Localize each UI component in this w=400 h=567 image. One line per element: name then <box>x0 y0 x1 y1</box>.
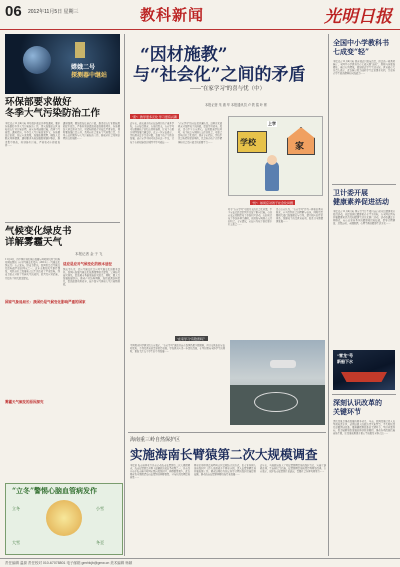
right-headline-2-line1: 卫计委开展 <box>333 188 368 197</box>
helicopter-graphic <box>270 360 296 368</box>
divider-4 <box>332 394 396 395</box>
main-headline-line1: “因材施教” <box>140 45 228 65</box>
bottom-col-2: 调查采用样线法和鸣叫定位法相结合的方式，由专业科研人员和保护区工作人员组成多个调查小组，深入长臂猿栖息地开展监测工作。调查结果将为制定科学合理的保护措施提供依据，推动海南长臂猿种群的恢复和发展…… <box>194 464 256 477</box>
page-number: 06 <box>5 3 22 20</box>
left-headline-2-line1: 气候变化绿皮书 <box>5 226 72 237</box>
column-divider <box>124 34 125 556</box>
right-headline-2-line2: 健康素养促进活动 <box>333 197 389 206</box>
bottom-col-3: 近年来，当地政府加大了对长臂猿栖息地的保护力度，实施了退耕还林、生态移民等措施，长臂猿栖息地质量得到明显改善。专家表示，保护海南长臂猿任重道远，需要社会各界共同努力…… <box>260 464 326 474</box>
left-article-1-col2: 通知强调，要加快淘汰落后产能，推进重点行业脱硫脱硝除尘改造，严格控制新建高耗能高排放项目。各地要加大执法检查力度，对超标排放企业依法严肃查处。同时要加强信息公开，及时向社会发布空气质量信息，引导公众积极参与大气污染防治工作，形成全社会共同治理的良好局面…… <box>63 122 120 141</box>
main-col-4: 也有专家认为，“在家学习”作为一种新的教育形式，应当得到社会的理解与包容，同时也需要相关部门加强规范与引导，建立相应的评价体系，保障孩子的受教育权利，促进其全面健康发展…… <box>276 208 323 224</box>
divider <box>5 222 120 223</box>
left-headline-1-line1: 环保部要求做好 <box>5 97 72 108</box>
column-divider-2 <box>328 34 329 556</box>
left-headline-2 <box>5 226 72 248</box>
newspaper-masthead: 光明日报 <box>324 7 392 27</box>
left-headline-2-byline: 本报记者 金 于 飞 <box>75 252 103 256</box>
infographic-label-4: 冬至 <box>96 540 104 545</box>
right-article-3: 深化改革是推动发展的根本动力。当前，我国改革已进入攻坚期和深水区，必须以更大的政治勇气和智慧，不失时机深化重要领域改革。要准确把握改革的关键环节，坚持问题导向，着力破解制约发展的体制机制障碍，推动各项改革措施落地生根，让改革成果更多更公平地惠及全体人民…… <box>333 420 395 436</box>
left-article-2-col2: 绿皮书认为，适应气候变化是应对气候变化的根本途径。我国应加强气候变化监测预警能力建设，完善防灾减灾体系，提高城市基础设施抗灾能力。同时，要大力发展低碳经济，推动产业结构调整，加快能源结构优化，提高能源利用效率，减少温室气体和大气污染物排放。 <box>63 268 120 287</box>
main-col-3: 对于“在家学习”可能带来的社会化问题，不少家长已经意识到并采取了相应措施。有的家长定期组织孩子参加社区活动，有的则让孩子参加各种兴趣班，以增加与同龄人交往的机会。专家建议，家长应为孩子创造更多社交机会…… <box>228 208 272 227</box>
infographic-label-1: 立冬 <box>12 506 20 511</box>
right-headline-1 <box>333 38 389 56</box>
main-col-2: “在家学习”的家长们普遍认为，这种方式能够充分发挥孩子的潜能，提高学习效率。然而，也有不少专家担心，长期脱离学校环境，孩子缺乏与同龄人交往的机会，可能会影响其社会化进程。教育专家指出，学校不仅是传授知识的场所，也是培养孩子合作精神和社会适应能力的重要平台…… <box>178 122 222 144</box>
ship-photo <box>230 340 325 425</box>
main-subheadline: ——“在家学习”的喜与忧（中） <box>190 86 266 92</box>
left-headline-1-line2: 冬季大气污染防治工作 <box>5 108 101 119</box>
page-header <box>0 0 400 30</box>
satellite-photo <box>5 34 120 94</box>
right-headline-3-line2: 关键环节 <box>333 407 361 416</box>
bottom-col-1: 本报讯 海南省林业厅日前启动海南长臂猿第二次大规模调查。海南长臂猿是世界上最濒危的灵长类动物之一，目前仅分布于海南霸王岭国家级自然保护区，种群数量极少。此次调查将全面摸清海南长臂猿的种群数量、分布状况及栖息地质量…… <box>130 464 190 480</box>
illus-word-home: 家 <box>295 142 305 152</box>
photo-caption-2: 探测器中继站 <box>71 73 108 79</box>
helipad-graphic <box>254 392 298 412</box>
main-col-1: 近年来，越来越多的家长选择让孩子离开学校，在家接受教育。在他们看来，在家学习可以根据孩子的特点因材施教，让孩子有更多时间发展兴趣爱好。北京一位家长表示，学校教育过于注重分数，忽视了孩子个性的发展，而在家学习则可以弥补这一不足，让孩子在轻松愉快的氛围中学习成长…… <box>130 122 174 144</box>
right-article-1: 本报北京11月4日电 教育部近日发布消息，经过新一轮教材修订，全国中小学教科书有七成实现“减负”，教材内容更加精炼，难度有所降低，更加贴近学生生活实际。教育部有关负责人表示，此次修订着力减轻学生过重课业负担，注重培养学生创新精神和实践能力…… <box>333 60 395 76</box>
bottom-headline: 实施海南长臂猿第二次大规模调查 <box>130 447 318 462</box>
divider-2 <box>128 432 326 433</box>
child-head <box>267 155 277 165</box>
illus-word-school: 学校 <box>240 137 256 147</box>
right-headline-3 <box>333 398 382 416</box>
section-title: 教科新闻 <box>140 6 205 24</box>
left-article-2-col1: 11月4日，由中国社科院城市发展与环境研究所等机构共同编撰的《应对气候变化报告（2012）》（气候变化绿皮书）在京发布。绿皮书指出，我国仍是受气候变化影响最严重的国家之一，近年来极端天气事件频发，对经济社会发展和人民生活造成了严重影响。绿皮书重点分析了雾霾天气的成因、危害及应对措施，并提出了相关政策建议。 <box>5 258 60 280</box>
left-subhead-1: 国家气象局局长：我国仍是气候变化影响严重的国家 <box>5 300 86 304</box>
issue-date: 2012年11月5日 星期三 <box>28 9 79 15</box>
left-article-1-col1: 本报北京11月4日电 环境保护部近日印发通知，要求各地做好冬季大气污染防治工作，切实加强重点区域和重点行业污染治理，落实各项减排措施，改善空气质量。通知指出，冬季是大气污染高发季节，各地要高度重视，制定应急预案，加强监测预警，确保人民群众身体健康。通知要求各地加强燃煤锅炉整治，推进集中供热，控制扬尘污染，严格机动车排放监管…… <box>5 122 60 147</box>
infographic-label-2: 小雪 <box>96 506 104 511</box>
infographic-title: “立冬”警惕心脑血管病发作 <box>12 486 98 495</box>
right-headline-1-line2: 七成变“轻” <box>333 47 370 56</box>
health-infographic <box>5 483 123 555</box>
child-figure <box>265 161 279 191</box>
right-photo-caption-2: 新船下水 <box>337 359 353 364</box>
planet-graphic <box>23 46 51 74</box>
left-headline-1 <box>5 97 100 119</box>
probe-graphic <box>75 42 85 58</box>
right-photo-caption-1: “雪龙”号 <box>337 353 353 358</box>
section-tag-1: “喜”：教学更多元化 学习更有兴趣 <box>132 114 177 119</box>
infographic-label-3: 大雪 <box>12 540 20 545</box>
cartoon-illustration <box>228 116 323 196</box>
left-headline-2-line2: 详解雾霾天气 <box>5 237 63 248</box>
sun-graphic <box>46 500 82 536</box>
left-subhead-2: 适应是应对气候变化的根本途径 <box>63 262 112 266</box>
ship-hull-graphic <box>341 372 387 382</box>
right-article-2: 本报北京11月4日电 国家卫生计生委日前启动全民健康素养促进活动，以提高居民健康素养水平为目标，在全国范围内开展健康知识普及和健康生活方式推广活动。活动将通过多种形式，向公众宣传基本的健康知识和技能，倡导合理膳食、适量运动、戒烟限酒、心理平衡的健康生活方式…… <box>333 210 395 226</box>
main-headline-line2: 与“社会化”之间的矛盾 <box>133 65 306 85</box>
page-footer: 责任编辑 温源 责任校对 010-67078801 电子邮箱 gmrbkjb@gmw.cn 美术编辑 杨颖 <box>0 558 400 567</box>
right-headline-1-line1: 全国中小学教科书 <box>333 38 389 47</box>
section-tag-2: “忧”：如何应对孩子社会化问题 <box>252 200 293 205</box>
right-headline-2 <box>333 188 389 206</box>
divider-3 <box>332 184 396 185</box>
main-byline: 本报记者 朱 惠 华 本报通讯员 卢 铁 铭 叶 彬 <box>205 103 268 107</box>
photo-caption: 嫦娥二号 <box>71 65 96 71</box>
main-col-5: 中国教育科学研究院专家表示，“在家学习”虽然目前在我国仍属少数现象，但其反映出的家长对优质、个性化教育的需求值得重视。学校教育应进一步深化改革，在坚持面向全体学生的同时，更加关注每个学生的个性发展…… <box>130 344 225 354</box>
left-subhead-3: 雾霾天气频发的原因探究 <box>5 400 44 404</box>
section-tag-3: “在家学习”有隐患吗？ <box>177 336 206 341</box>
ship-launch-photo <box>333 350 395 390</box>
right-headline-3-line1: 深刻认识改革的 <box>333 398 382 407</box>
bottom-kicker: 海南重三岭自然保护区 <box>130 437 181 443</box>
illus-word-go-to-school: 上学 <box>268 121 276 126</box>
